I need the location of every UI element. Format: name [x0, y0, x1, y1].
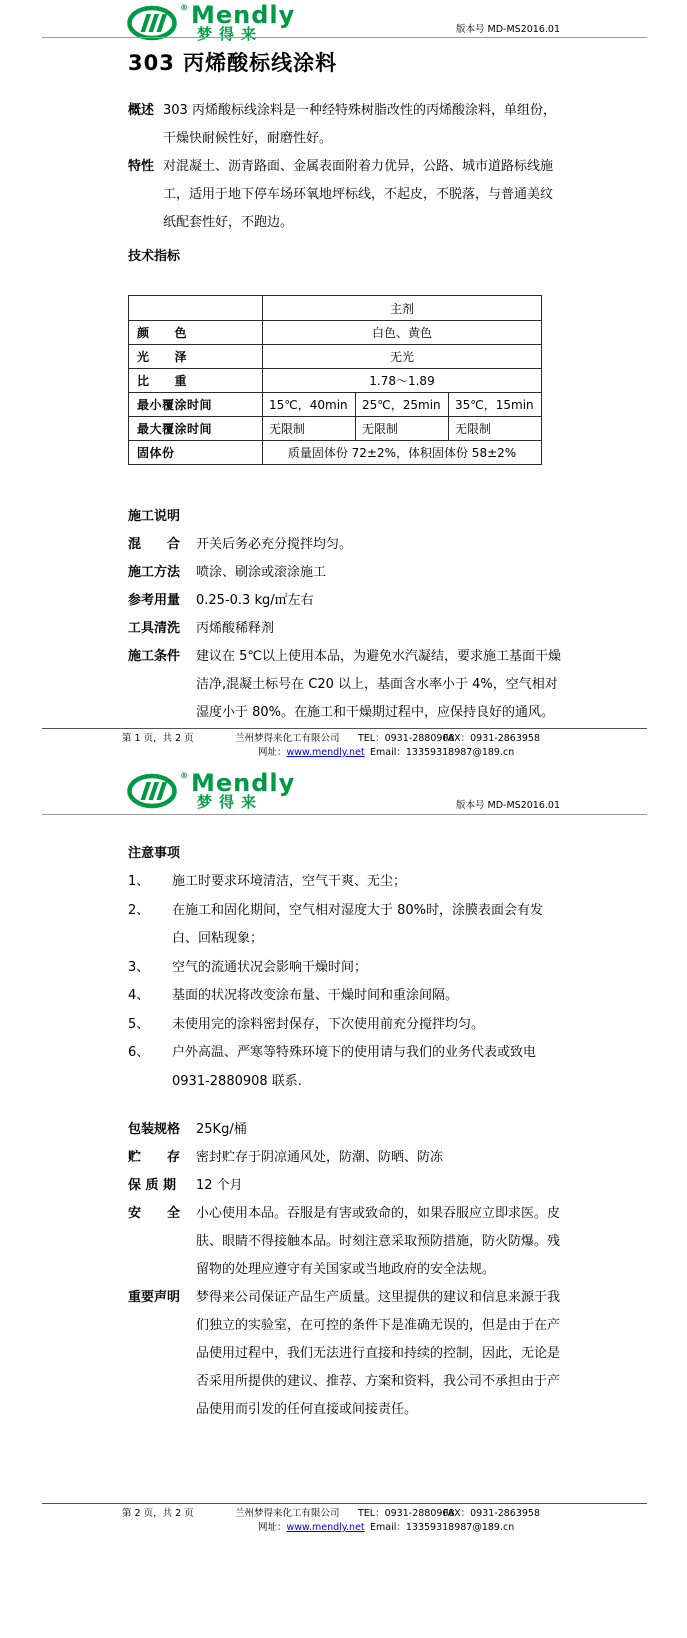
- item-text: 开关后务必充分搅拌均匀。: [196, 537, 353, 552]
- footer-tel: TEL：0931-2880908: [358, 733, 455, 744]
- note-item-2: [128, 897, 561, 954]
- product-title: 303 丙烯酸标线涂料: [128, 51, 338, 75]
- safety-row: [128, 1200, 561, 1284]
- note-item-4: [128, 982, 561, 1011]
- features-text: 对混凝土、沥青路面、金属表面附着力优异，公路、城市道路标线施工，适用于地下停车场环氧地坪标线，不起皮，不脱落，与普通美纹纸配套性好，不跑边。: [163, 159, 554, 230]
- row-cell: 无限制: [356, 417, 449, 441]
- footer-email: Email：13359318987@189.cn: [370, 1522, 515, 1533]
- item-label: 混 合: [128, 537, 181, 552]
- item-label: 施工条件: [128, 649, 181, 664]
- item-label: 重要声明: [128, 1290, 181, 1305]
- table-row-max-recoat: [129, 417, 542, 441]
- row-cell: 35℃，15min: [449, 393, 542, 417]
- note-number: 4、: [128, 988, 150, 1003]
- item-label: 工具清洗: [128, 621, 181, 636]
- company-name: 兰州梦得来化工有限公司: [235, 1508, 340, 1519]
- footer-website: [258, 1521, 365, 1534]
- item-text: 小心使用本品。吞服是有害或致命的，如果吞服应立即求医。皮肤、眼睛不得接触本品。时刻注意采取预防措施，防火防爆。残留物的处理应遵守有关国家或当地政府的安全法规。: [196, 1206, 561, 1277]
- row-label: 固体份: [129, 441, 263, 465]
- item-text: 0.25-0.3 kg/㎡左右: [196, 593, 314, 608]
- item-label: 保 质 期: [128, 1178, 177, 1193]
- page1-content: [128, 47, 561, 727]
- table-row-color: [129, 321, 542, 345]
- construction-dosage: [128, 587, 561, 615]
- note-item-1: [128, 868, 561, 897]
- item-text: 建议在 5℃以上使用本品，为避免水汽凝结，要求施工基面干燥洁净,混凝土标号在 C20 以上，基面含水率小于 4%，空气相对湿度小于 80%。在施工和干燥期过程中，应保持良好的通风。: [196, 649, 562, 720]
- features-row: [128, 153, 561, 237]
- note-number: 6、: [128, 1045, 150, 1060]
- version-number: 版本号 MD-MS2016.01: [456, 800, 560, 811]
- note-number: 5、: [128, 1016, 150, 1032]
- website-link[interactable]: www.mendly.net: [286, 1522, 365, 1533]
- tech-specs-table: [128, 295, 542, 465]
- row-label: 最小覆涂时间: [129, 393, 263, 417]
- note-item-5: [128, 1011, 561, 1040]
- row-value: 质量固体份 72±2%，体积固体份 58±2%: [263, 441, 542, 465]
- registered-mark: ®: [180, 3, 188, 12]
- page-number: 第 1 页，共 2 页: [122, 733, 194, 744]
- website-label: 网址：: [258, 1522, 287, 1533]
- table-row-min-recoat: [129, 393, 542, 417]
- table-header-row: [129, 296, 542, 321]
- tech-specs-heading: 技术指标: [128, 249, 181, 264]
- item-label: 贮 存: [128, 1150, 181, 1165]
- footer-divider: [42, 728, 647, 729]
- note-number: 2、: [128, 902, 150, 918]
- note-text: 户外高温、严寒等特殊环境下的使用请与我们的业务代表或致电 0931-2880908 联系.: [172, 1045, 537, 1089]
- construction-mix: [128, 531, 561, 559]
- note-number: 1、: [128, 874, 150, 889]
- table-corner-cell: [129, 296, 263, 321]
- row-label: 颜 色: [129, 321, 263, 345]
- spacer: [128, 1096, 561, 1116]
- logo-text-en: Mendly: [191, 1, 296, 29]
- row-cell: 15℃，40min: [263, 393, 356, 417]
- footer-website: [258, 746, 365, 759]
- table-row-density: [129, 369, 542, 393]
- item-label: 安 全: [128, 1206, 181, 1221]
- footer-fax: FAX：0931-2863958: [443, 1508, 541, 1519]
- notes-heading: 注意事项: [128, 846, 181, 861]
- item-text: 25Kg/桶: [196, 1122, 247, 1137]
- page2-content: [128, 840, 561, 1424]
- row-value: 1.78～1.89: [263, 369, 542, 393]
- footer-email: Email：13359318987@189.cn: [370, 747, 515, 758]
- construction-conditions: [128, 643, 561, 727]
- header-divider: [42, 37, 647, 38]
- brand-logo: [127, 769, 296, 811]
- item-label: 施工方法: [128, 565, 181, 580]
- table-header-cell: 主剂: [263, 296, 542, 321]
- table-row-solids: [129, 441, 542, 465]
- row-label: 光 泽: [129, 345, 263, 369]
- construction-method: [128, 559, 561, 587]
- header-divider: [42, 814, 647, 815]
- note-text: 在施工和固化期间，空气相对湿度大于 80%时，涂膜表面会有发白、回粘现象；: [172, 902, 544, 946]
- note-text: 基面的状况将改变涂布量、干燥时间和重涂间隔。: [172, 988, 459, 1003]
- item-text: 丙烯酸稀释剂: [196, 621, 275, 636]
- item-text: 12 个月: [196, 1178, 243, 1193]
- registered-mark: ®: [180, 771, 188, 780]
- logo-text-en: Mendly: [191, 769, 296, 797]
- mendly-oval-icon: [127, 772, 179, 810]
- item-label: 包装规格: [128, 1122, 181, 1137]
- company-name: 兰州梦得来化工有限公司: [235, 733, 340, 744]
- row-cell: 无限制: [449, 417, 542, 441]
- storage-row: [128, 1144, 561, 1172]
- page-number: 第 2 页，共 2 页: [122, 1508, 194, 1519]
- row-label: 比 重: [129, 369, 263, 393]
- note-item-3: [128, 954, 561, 983]
- row-value: 无光: [263, 345, 542, 369]
- packing-row: [128, 1116, 561, 1144]
- item-text: 密封贮存于阴凉通风处，防潮、防晒、防冻: [196, 1150, 444, 1165]
- logo-text-cn: 梦得来: [197, 793, 264, 811]
- footer-tel: TEL：0931-2880908: [358, 1508, 455, 1519]
- table-row-gloss: [129, 345, 542, 369]
- footer-fax: FAX：0931-2863958: [443, 733, 541, 744]
- row-label: 最大覆涂时间: [129, 417, 263, 441]
- row-value: 白色、黄色: [263, 321, 542, 345]
- footer-divider: [42, 1503, 647, 1504]
- website-link[interactable]: www.mendly.net: [286, 747, 365, 758]
- item-text: 梦得来公司保证产品生产质量。这里提供的建议和信息来源于我们独立的实验室，在可控的条件下是准确无误的，但是由于在产品使用过程中，我们无法进行直接和持续的控制，因此，无论是否采用所提供的建议、推荐、方案和资料，我公司不承担由于产品使用而引发的任何直接或间接责任。: [196, 1290, 561, 1417]
- website-label: 网址：: [258, 747, 287, 758]
- logo-wordmark: [191, 769, 296, 811]
- logo-text-cn: 梦得来: [197, 25, 264, 43]
- item-text: 喷涂、刷涂或滚涂施工: [196, 565, 327, 580]
- overview-label: 概述: [128, 103, 155, 118]
- note-text: 施工时要求环境清洁，空气干爽、无尘；: [172, 874, 407, 889]
- version-number: 版本号 MD-MS2016.01: [456, 24, 560, 35]
- note-number: 3、: [128, 959, 150, 975]
- note-text: 空气的流通状况会影响干燥时间；: [172, 959, 368, 975]
- shelf-life-row: [128, 1172, 561, 1200]
- overview-row: [128, 97, 561, 153]
- statement-row: [128, 1284, 561, 1424]
- item-label: 参考用量: [128, 593, 181, 608]
- note-text: 未使用完的涂料密封保存，下次使用前充分搅拌均匀。: [172, 1016, 485, 1032]
- row-cell: 25℃，25min: [356, 393, 449, 417]
- construction-heading: 施工说明: [128, 509, 181, 524]
- construction-clean: [128, 615, 561, 643]
- row-cell: 无限制: [263, 417, 356, 441]
- note-item-6: [128, 1039, 561, 1096]
- features-label: 特性: [128, 159, 155, 174]
- overview-text: 303 丙烯酸标线涂料是一种经特殊树脂改性的丙烯酸涂料，单组份，干燥快耐候性好，耐磨性好。: [163, 103, 556, 146]
